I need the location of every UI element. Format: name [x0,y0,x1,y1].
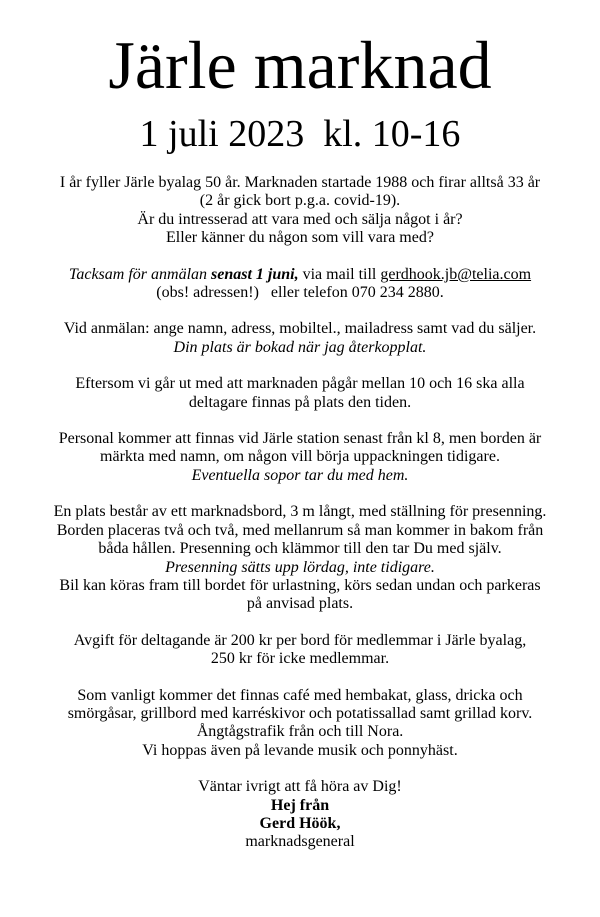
intro-line: Eller känner du någon som vill vara med? [166,229,434,247]
event-date-time: 1 juli 2023 kl. 10-16 [139,113,461,155]
intro-line: (2 år gick bort p.g.a. covid-19). [199,192,401,210]
place-tarp-line: Presenning sätts upp lördag, inte tidigare. [165,558,435,576]
closing-line: Väntar ivrigt att få höra av Dig! [198,778,402,796]
place-line: En plats består av ett marknadsbord, 3 m långt, med ställning för presenning. [53,503,547,521]
place-line: på anvisad plats. [246,595,354,613]
place-line: båda hållen. Presenning och klämmor till den tar Du med själv. [98,540,502,558]
signup-phone-line: (obs! adressen!) eller telefon 070 234 2880. [156,284,444,302]
fee-paragraph [0,632,600,669]
signature-role: marknadsgeneral [245,833,355,851]
attendance-paragraph [0,375,600,412]
extras-line: Som vanligt kommer det finnas café med hembakat, glass, dricka och [77,686,523,704]
signup-deadline: senast 1 juni, [211,265,299,283]
place-line: Borden placeras två och två, med mellanrum så man kommer in bakom från [56,521,544,539]
intro-paragraph [0,174,600,248]
signature-name: Gerd Höök, [259,814,341,832]
closing-greeting: Hej från [270,796,330,814]
extras-line: Vi hoppas även på levande musik och ponnyhäst. [142,741,458,759]
fee-line: 250 kr för icke medlemmar. [210,650,390,668]
staff-line: märkta med namn, om någon vill börja uppackningen tidigare. [100,448,500,466]
registration-paragraph [0,320,600,357]
registration-confirm-line: Din plats är bokad när jag återkopplat. [173,338,427,356]
place-line: Bil kan köras fram till bordet för urlastning, körs sedan undan och parkeras [59,576,541,594]
fee-line: Avgift för deltagande är 200 kr per bord för medlemmar i Järle byalag, [73,631,527,649]
place-paragraph [0,503,600,613]
extras-line: smörgåsar, grillbord med karréskivor och potatissallad samt grillad korv. [67,704,533,722]
staff-line: Personal kommer att finnas vid Järle station senast från kl 8, men borden är [58,430,542,448]
registration-line: Vid anmälan: ange namn, adress, mobiltel., mailadress samt vad du säljer. [63,320,537,338]
document-body [0,174,600,852]
signup-line [0,266,600,284]
attendance-line: Eftersom vi går ut med att marknaden pågår mellan 10 och 16 ska alla [75,375,525,393]
intro-line: I år fyller Järle byalag 50 år. Marknaden startade 1988 och firar alltså 33 år [59,174,541,191]
staff-trash-line: Eventuella sopor tar du med hem. [191,466,409,484]
attendance-line: deltagare finnas på plats den tiden. [188,393,412,411]
signup-via-mail: via mail till [298,265,381,283]
signup-lead: Tacksam för anmälan [68,265,212,283]
email-link[interactable]: gerdhook.jb@telia.com [380,265,532,283]
intro-line: Är du intresserad att vara med och sälja något i år? [137,210,463,228]
staff-paragraph [0,430,600,485]
extras-line: Ångtågstrafik från och till Nora. [196,723,404,741]
signup-paragraph [0,266,600,303]
closing-paragraph [0,778,600,852]
extras-paragraph [0,687,600,761]
page-title: Järle marknad [108,27,492,103]
